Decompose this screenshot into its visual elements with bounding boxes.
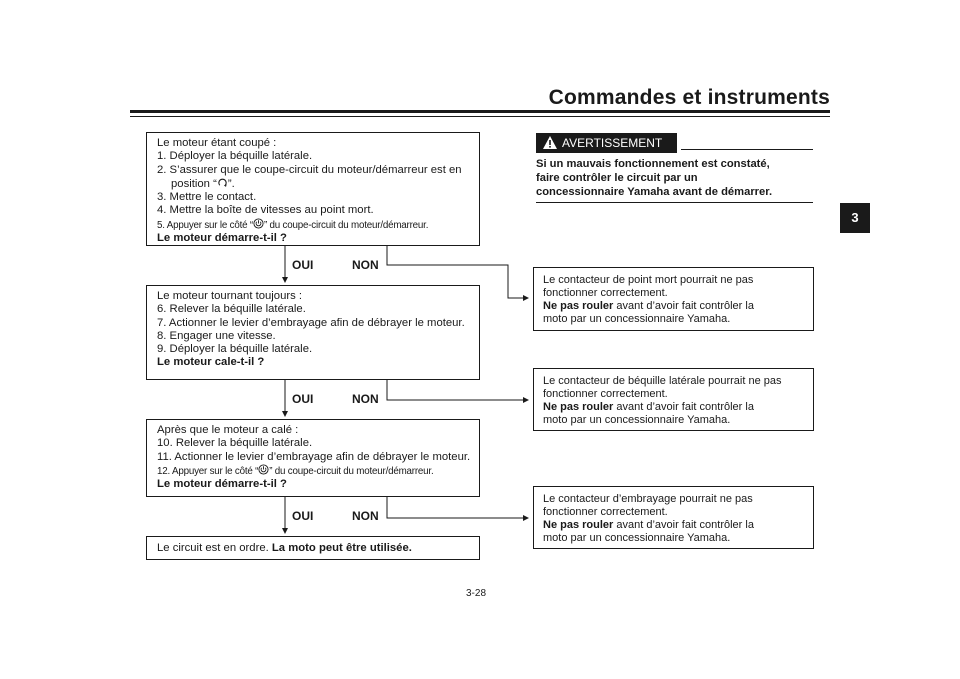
- warning-text: [536, 157, 816, 199]
- result1-line-4: moto par un concessionnaire Yamaha.: [543, 313, 731, 325]
- box3-line-3: 11. Actionner le levier d’embrayage afin de débrayer le moteur.: [157, 450, 471, 463]
- box1-line-4: [157, 177, 474, 191]
- result1-line-2: fonctionner correctement.: [543, 287, 668, 299]
- result1-line-3-text: avant d’avoir fait contrôler la: [613, 300, 754, 312]
- box4-bold-text: La moto peut être utilisée.: [271, 542, 412, 554]
- box1-line-7-a: 5. Appuyer sur le côté “: [157, 219, 253, 231]
- box2-line-2: 6. Relever la béquille latérale.: [157, 303, 306, 316]
- result3-line-2: fonctionner correctement.: [543, 506, 668, 518]
- box3-line-1: Après que le moteur a calé :: [157, 424, 299, 436]
- box2-line-3: 7. Actionner le levier d’embrayage afin de débrayer le moteur.: [157, 316, 465, 329]
- result-box-sidestand-switch: [533, 368, 814, 431]
- warning-line-2: faire contrôler le circuit par un: [536, 172, 698, 184]
- warning-badge-label: AVERTISSEMENT: [562, 136, 663, 150]
- start-button-icon: [253, 218, 264, 229]
- box4-text: Le circuit est en ordre.: [157, 542, 272, 554]
- warning-line-3: concessionnaire Yamaha avant de démarrer.: [536, 186, 773, 198]
- result2-bold: Ne pas rouler: [543, 401, 614, 413]
- warning-badge: [536, 133, 677, 153]
- chapter-tab: 3: [840, 203, 870, 233]
- no-label-1: NON: [352, 258, 379, 272]
- flow-step-box-2: [146, 285, 480, 380]
- no-label-3: NON: [352, 509, 379, 523]
- result1-bold: Ne pas rouler: [543, 300, 614, 312]
- result2-line-3-text: avant d’avoir fait contrôler la: [613, 401, 754, 413]
- box1-line-3: 2. S’assurer que le coupe-circuit du moteur/démarreur est en: [157, 163, 462, 176]
- box2-line-4: 8. Engager une vitesse.: [157, 329, 276, 342]
- box3-question: Le moteur démarre-t-il ?: [157, 478, 287, 491]
- result3-line-4: moto par un concessionnaire Yamaha.: [543, 532, 731, 544]
- no-label-2: NON: [352, 392, 379, 406]
- yes-label-1: OUI: [292, 258, 314, 272]
- box1-question: Le moteur démarre-t-il ?: [157, 232, 287, 245]
- page-title: Commandes et instruments: [548, 86, 830, 109]
- box2-line-1: Le moteur tournant toujours :: [157, 290, 303, 302]
- yes-label-2: OUI: [292, 392, 314, 406]
- result2-line-1: Le contacteur de béquille latérale pourrait ne pas: [543, 375, 782, 387]
- result-box-clutch-switch: [533, 486, 814, 549]
- result1-line-1: Le contacteur de point mort pourrait ne pas: [543, 274, 754, 286]
- box1-line-4-a: position “: [171, 177, 217, 190]
- box3-line-2: 10. Relever la béquille latérale.: [157, 437, 313, 450]
- box1-line-7-b: ” du coupe-circuit du moteur/démarreur.: [263, 219, 429, 231]
- box1-line-7: [157, 218, 474, 232]
- box3-line-4: [157, 464, 474, 478]
- result2-line-3: [543, 401, 805, 414]
- box1-line-6: 4. Mettre la boîte de vitesses au point mort.: [157, 204, 374, 217]
- page-number: 3-28: [466, 588, 487, 599]
- warning-triangle-icon: [542, 135, 558, 150]
- flow-step-box-1: [146, 132, 480, 246]
- box2-line-5: 9. Déployer la béquille latérale.: [157, 343, 313, 356]
- box1-line-2: 1. Déployer la béquille latérale.: [157, 150, 313, 163]
- result3-line-3: [543, 519, 805, 532]
- box1-line-5: 3. Mettre le contact.: [157, 191, 257, 204]
- warning-rule-top: [681, 149, 813, 150]
- box1-line-4-b: ”.: [227, 177, 235, 190]
- result3-line-3-text: avant d’avoir fait contrôler la: [613, 519, 754, 531]
- flow-result-ok-box: [146, 536, 480, 560]
- flow-step-box-3: [146, 419, 480, 497]
- engine-run-icon: [217, 177, 228, 188]
- result2-line-4: moto par un concessionnaire Yamaha.: [543, 414, 731, 426]
- warning-rule-bottom: [536, 202, 813, 203]
- yes-label-3: OUI: [292, 509, 314, 523]
- box3-line-4-b: ” du coupe-circuit du moteur/démarreur.: [269, 465, 434, 477]
- result-box-neutral-switch: [533, 267, 814, 331]
- box4-line: [157, 542, 474, 555]
- result1-line-3: [543, 300, 805, 313]
- result3-line-1: Le contacteur d’embrayage pourrait ne pas: [543, 493, 753, 505]
- box2-question: Le moteur cale-t-il ?: [157, 356, 265, 369]
- result3-bold: Ne pas rouler: [543, 519, 614, 531]
- box1-line-1: Le moteur étant coupé :: [157, 137, 277, 149]
- start-button-icon: [258, 464, 269, 475]
- warning-line-1: Si un mauvais fonctionnement est constaté,: [536, 158, 770, 170]
- result2-line-2: fonctionner correctement.: [543, 388, 668, 400]
- box3-line-4-a: 12. Appuyer sur le côté “: [157, 465, 259, 477]
